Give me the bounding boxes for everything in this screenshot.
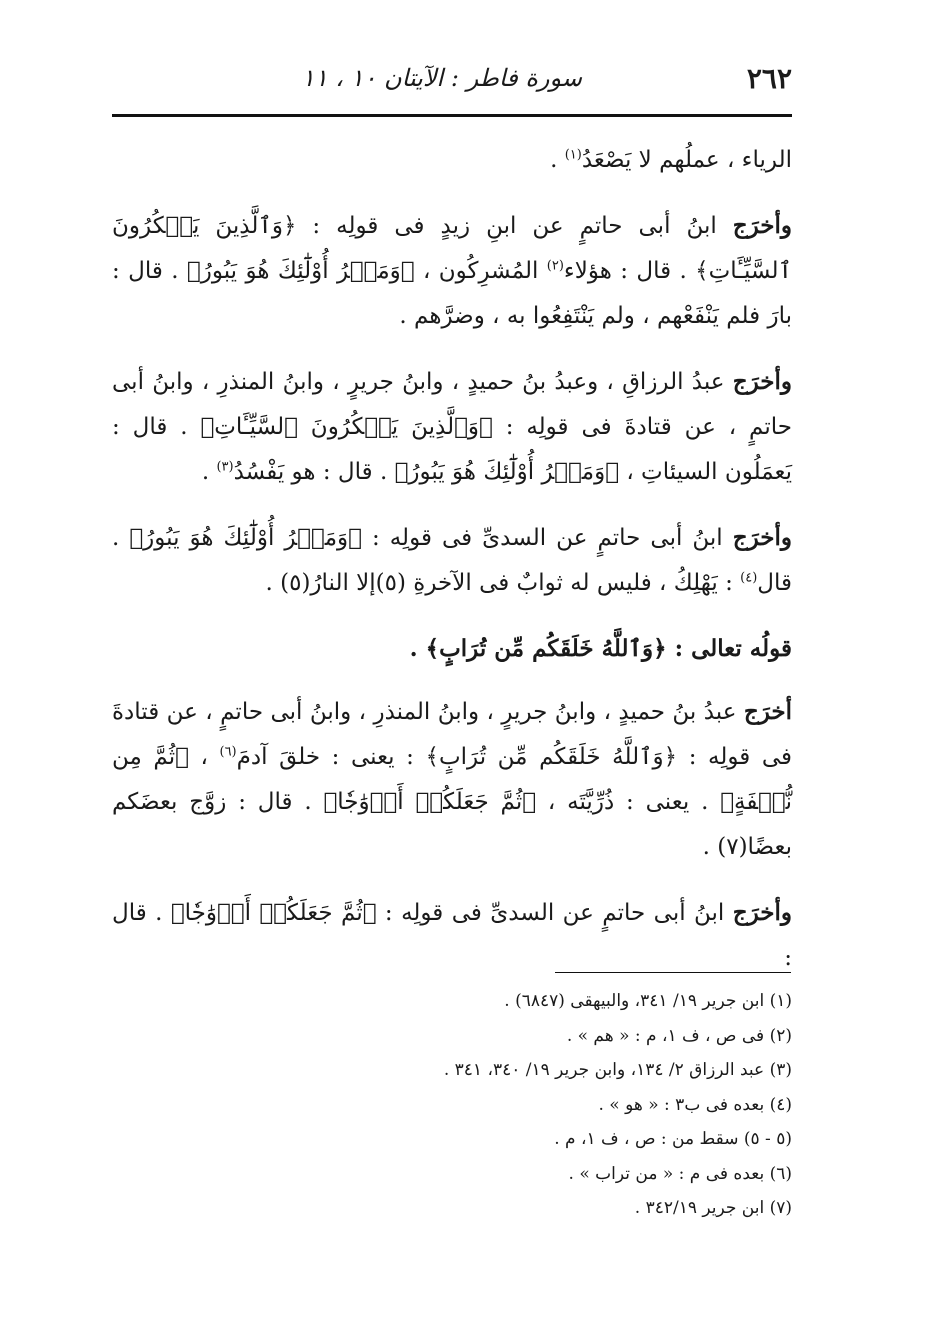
footnote: (٢) فى ص ، ف ١، م : « هم » .: [566, 1025, 792, 1046]
paragraph-2: [112, 203, 792, 339]
footnote: (١) ابن جرير ١٩/ ٣٤١، والبيهقى (٦٨٤٧) .: [504, 991, 792, 1011]
paragraph-text: ابنُ أبى حاتمٍ عن السدىِّ فى قولِه : ﴿ثُمَّ جَعَلَكُمۡ أَزۡوَٰجٗا﴾ . قال :: [112, 900, 792, 971]
footnote: (٤) بعده فى ب٣ : « هو » .: [598, 1094, 792, 1115]
paragraph-3: [112, 359, 792, 495]
footnote-ref: (٣): [216, 459, 234, 475]
footnote: (٥ - ٥) سقط من : ص ، ف ١، م .: [554, 1129, 792, 1149]
paragraph-4: [112, 515, 792, 606]
running-title: سورة فاطر : الآيتان ١٠ ، ١١: [301, 64, 582, 92]
footnotes: [112, 984, 792, 1226]
paragraph-tail: : يَهْلِكُ ، فليس له ثوابٌ فى الآخرةِ (٥)إلا النارُ(٥) .: [265, 570, 741, 596]
footnote-ref: (٤): [740, 570, 758, 586]
footnote: (٣) عبد الرزاق ٢/ ١٣٤، وابن جرير ١٩/ ٣٤٠، ٣٤١ .: [443, 1060, 792, 1080]
paragraph-text: عبدُ الرزاقِ ، وعبدُ بنُ حميدٍ ، وابنُ جريرٍ ، وابنُ المنذرِ ، وابنُ أبى حاتمٍ ، عن قتادةَ فى قولِه : ﴿وَٱلَّذِينَ يَمۡكُرُونَ ٱلسَّيِّـَٔاتِ﴾ . قال : يَعمَلُون السيئاتِ ، ﴿وَمَكۡرُ أُوْلَٰٓئِكَ هُوَ يَبُورُ﴾ . قال : هو يَفْسُدُ: [112, 369, 792, 485]
paragraph-tail: .: [201, 459, 217, 485]
paragraph-lead: وأخرَج: [732, 368, 792, 395]
paragraph-lead: وأخرَج: [732, 212, 792, 239]
paragraph-5: [112, 689, 792, 870]
page-header: [112, 58, 792, 102]
header-rule: [112, 114, 792, 117]
paragraph-tail: .: [550, 147, 565, 173]
paragraph-1: [112, 138, 792, 183]
footnote-ref: (١): [564, 147, 582, 163]
paragraph-text: عبدُ بنُ حميدٍ ، وابنُ جريرٍ ، وابنُ المنذرِ ، وابنُ أبى حاتمٍ ، عن قتادةَ فى قولِه : ﴿وَٱللَّهُ خَلَقَكُم مِّن تُرَابٍ﴾ : يعنى : خلقَ آدمَ: [112, 699, 792, 770]
section-heading: قولُه تعالى : ﴿وَٱللَّهُ خَلَقَكُم مِّن تُرَابٍ﴾ .: [409, 635, 792, 662]
paragraph-text: ابنُ أبى حاتمٍ عن ابنِ زيدٍ فى قولِه : ﴿وَٱلَّذِينَ يَمۡكُرُونَ ٱلسَّيِّـَٔاتِ﴾ . قال : هؤلاء: [112, 213, 792, 284]
footnote: (٦) بعده فى م : « من تراب » .: [568, 1163, 792, 1184]
paragraph-tail: ، ﴿ثُمَّ مِن نُّطۡفَةٍ﴾ . يعنى : ذُرِّيَّتَه ، ﴿ثُمَّ جَعَلَكُمۡ أَزۡوَٰجٗا﴾ . قال : زوَّج بعضَكم بعضًا(٧) .: [112, 744, 792, 860]
footnote: (٧) ابن جرير ٣٤٢/١٩ .: [634, 1198, 792, 1218]
paragraph-text: ابنُ أبى حاتمٍ عن السدىِّ فى قولِه : ﴿وَمَكۡرُ أُوْلَٰٓئِكَ هُوَ يَبُورُ﴾ . قال: [112, 525, 792, 596]
page-number: ٢٦٢: [746, 62, 792, 95]
paragraph-lead: وأخرَج: [732, 899, 792, 926]
paragraph-lead: وأخرَج: [732, 524, 792, 551]
paragraph-6: [112, 890, 792, 981]
footnote-ref: (٦): [219, 744, 237, 760]
footnote-ref: (٢): [546, 258, 564, 274]
main-text: [112, 138, 792, 1001]
paragraph-lead: أخرَج: [743, 698, 792, 725]
paragraph-text: الرياء ، عملُهم لا يَصْعَدُ: [581, 147, 792, 173]
paragraph-tail: المُشرِكُون ، ﴿وَمَكۡرُ أُوْلَٰٓئِكَ هُوَ يَبُورُ﴾ . قال : بارَ فلم يَنْفَعْهم ، ولم يَنْتَفِعُوا به ، وضرَّهم .: [112, 258, 792, 329]
footnote-rule: [555, 972, 791, 973]
